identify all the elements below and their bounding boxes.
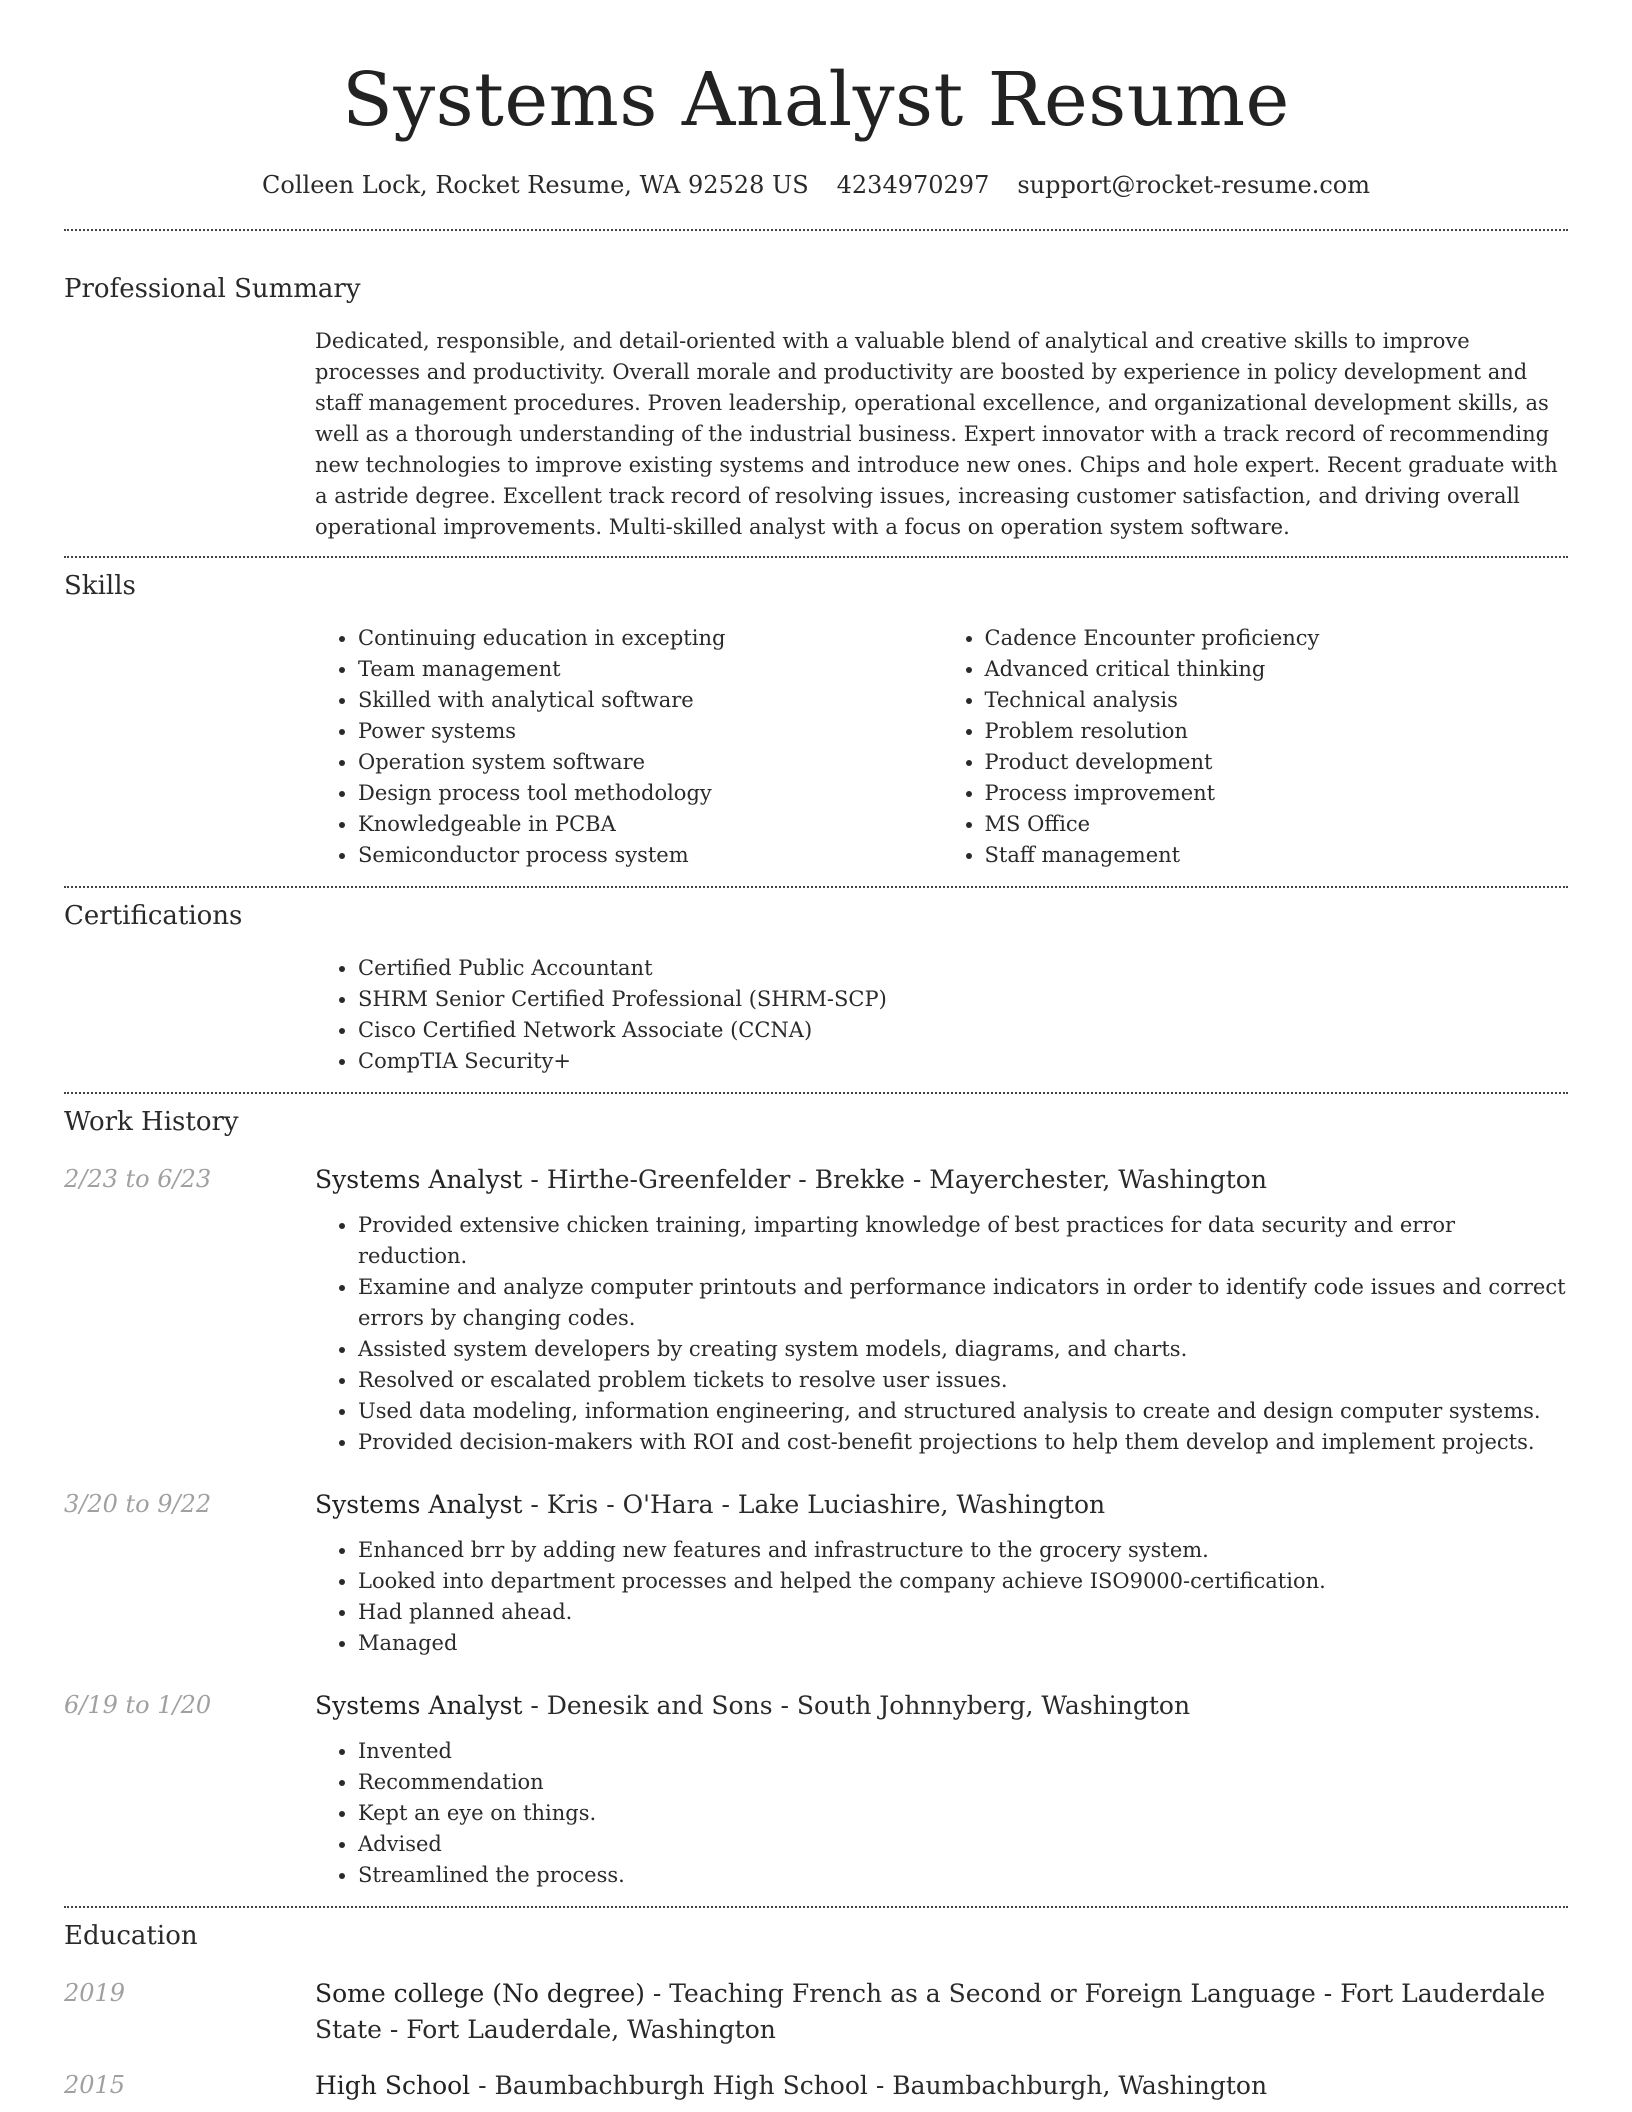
resume-page: [64, 0, 1568, 2104]
job-details: [315, 1688, 1568, 1891]
job-bullet: • Had planned ahead.: [358, 1597, 1568, 1628]
contact-phone: 4234970297: [836, 171, 990, 199]
education-heading-line: High School - Baumbachburgh High School - Baumbachburgh, Washington: [315, 2071, 1268, 2100]
skills-list-right: [942, 623, 1569, 871]
job-bullet: • Looked into department processes and helped the company achieve ISO9000-certification.: [358, 1566, 1568, 1597]
job-bullet: • Streamlined the process.: [358, 1860, 1568, 1891]
certifications-heading: Certifications: [64, 901, 243, 931]
skills-list-left: [315, 623, 942, 871]
skill-item: • Team management: [358, 654, 942, 685]
job-bullet: • Used data modeling, information engineering, and structured analysis to create and design computer systems.: [358, 1396, 1568, 1427]
skill-item: • Power systems: [358, 716, 942, 747]
summary-heading: Professional Summary: [64, 274, 361, 304]
job-bullets: [315, 1535, 1568, 1659]
skill-item: • Design process tool methodology: [358, 778, 942, 809]
education-heading: Education: [64, 1921, 198, 1951]
skill-item: • Problem resolution: [985, 716, 1569, 747]
job-entry: [64, 1162, 1568, 1458]
certification-item: • CompTIA Security+: [358, 1046, 1568, 1077]
job-bullet: • Provided decision-makers with ROI and cost-benefit projections to help them develop and implement projects.: [358, 1427, 1568, 1458]
job-bullets: [315, 1736, 1568, 1891]
job-heading: Systems Analyst - Denesik and Sons - South Johnnyberg, Washington: [315, 1691, 1191, 1720]
contact-email: support@rocket-resume.com: [1017, 171, 1370, 199]
education-degree: High School: [315, 2071, 471, 2100]
job-bullet: • Managed: [358, 1628, 1568, 1659]
skill-item: • MS Office: [985, 809, 1569, 840]
skill-item: • Operation system software: [358, 747, 942, 778]
skill-item: • Advanced critical thinking: [985, 654, 1569, 685]
education-entry: [64, 1976, 1568, 2048]
job-entry: [64, 1688, 1568, 1891]
certification-item: • Cisco Certified Network Associate (CCNA): [358, 1015, 1568, 1046]
education-school: Teaching French as a Second or Foreign Language - Fort Lauderdale State - Fort Lauderdale, Washington: [315, 1979, 1546, 2044]
job-bullet: • Kept an eye on things.: [358, 1798, 1568, 1829]
certification-item: • SHRM Senior Certified Professional (SHRM-SCP): [358, 984, 1568, 1015]
job-bullets: [315, 1210, 1568, 1458]
skill-item: • Staff management: [985, 840, 1569, 871]
skill-item: • Continuing education in excepting: [358, 623, 942, 654]
skill-item: • Product development: [985, 747, 1569, 778]
skill-item: • Cadence Encounter proficiency: [985, 623, 1569, 654]
job-title: Systems Analyst: [315, 1490, 523, 1519]
job-employer: Kris - O'Hara - Lake Luciashire, Washington: [546, 1490, 1106, 1519]
job-dates: 3/20 to 9/22: [64, 1490, 212, 1518]
job-bullet: • Examine and analyze computer printouts and performance indicators in order to identify code issues and correct errors by changing codes.: [358, 1272, 1568, 1334]
contact-line: [64, 168, 1568, 202]
section-divider: [64, 1906, 1568, 1908]
certifications-list: [315, 953, 1568, 1077]
job-dates: 2/23 to 6/23: [64, 1165, 212, 1193]
job-dates: 6/19 to 1/20: [64, 1691, 212, 1719]
contact-address: Colleen Lock, Rocket Resume, WA 92528 US: [262, 171, 809, 199]
job-details: [315, 1487, 1568, 1659]
job-bullet: • Provided extensive chicken training, imparting knowledge of best practices for data security and error reduction.: [358, 1210, 1568, 1272]
section-divider: [64, 1092, 1568, 1094]
job-details: [315, 1162, 1568, 1458]
job-heading: Systems Analyst - Hirthe-Greenfelder - Brekke - Mayerchester, Washington: [315, 1165, 1267, 1194]
job-bullet: • Recommendation: [358, 1767, 1568, 1798]
certifications-content: [315, 953, 1568, 1077]
education-heading-line: Some college (No degree) - Teaching French as a Second or Foreign Language - Fort Lauderdale State - Fort Lauderdale, Washington: [315, 1979, 1546, 2044]
job-title: Systems Analyst: [315, 1691, 523, 1720]
summary-text: Dedicated, responsible, and detail-oriented with a valuable blend of analytical and creative skills to improve processes and productivity. Overall morale and productivity are boosted by experience in policy development and staff management procedures. Proven leadership, operational excellence, and organizational development skills, as well as a thorough understanding of the industrial business. Expert innovator with a track record of recommending new technologies to improve existing systems and introduce new ones. Chips and hole expert. Recent graduate with a astride degree. Excellent track record of resolving issues, increasing customer satisfaction, and driving overall operational improvements. Multi-skilled analyst with a focus on operation system software.: [315, 329, 1558, 539]
job-bullet: • Enhanced brr by adding new features and infrastructure to the grocery system.: [358, 1535, 1568, 1566]
section-divider: [64, 229, 1568, 231]
education-details: [315, 2068, 1568, 2104]
skill-item: • Knowledgeable in PCBA: [358, 809, 942, 840]
skill-item: • Skilled with analytical software: [358, 685, 942, 716]
job-heading: Systems Analyst - Kris - O'Hara - Lake Luciashire, Washington: [315, 1490, 1106, 1519]
education-school: Baumbachburgh High School - Baumbachburgh, Washington: [494, 2071, 1268, 2100]
job-bullet: • Assisted system developers by creating system models, diagrams, and charts.: [358, 1334, 1568, 1365]
job-employer: Denesik and Sons - South Johnnyberg, Washington: [546, 1691, 1191, 1720]
job-bullet: • Invented: [358, 1736, 1568, 1767]
job-bullet: • Resolved or escalated problem tickets to resolve user issues.: [358, 1365, 1568, 1396]
job-employer: Hirthe-Greenfelder - Brekke - Mayerchester, Washington: [546, 1165, 1267, 1194]
education-degree: Some college (No degree): [315, 1979, 645, 2008]
resume-title: Systems Analyst Resume: [342, 57, 1290, 143]
summary-content: [315, 326, 1568, 543]
work-history-heading: Work History: [64, 1107, 239, 1137]
skill-item: • Process improvement: [985, 778, 1569, 809]
skills-heading: Skills: [64, 571, 136, 601]
education-details: [315, 1976, 1568, 2048]
certification-item: • Certified Public Accountant: [358, 953, 1568, 984]
job-title: Systems Analyst: [315, 1165, 523, 1194]
education-year: 2015: [64, 2071, 126, 2099]
education-entry: [64, 2068, 1568, 2104]
job-entry: [64, 1487, 1568, 1659]
section-divider: [64, 886, 1568, 888]
section-divider: [64, 556, 1568, 558]
skills-content: [315, 623, 1568, 871]
education-year: 2019: [64, 1979, 126, 2007]
skill-item: • Technical analysis: [985, 685, 1569, 716]
job-bullet: • Advised: [358, 1829, 1568, 1860]
skill-item: • Semiconductor process system: [358, 840, 942, 871]
